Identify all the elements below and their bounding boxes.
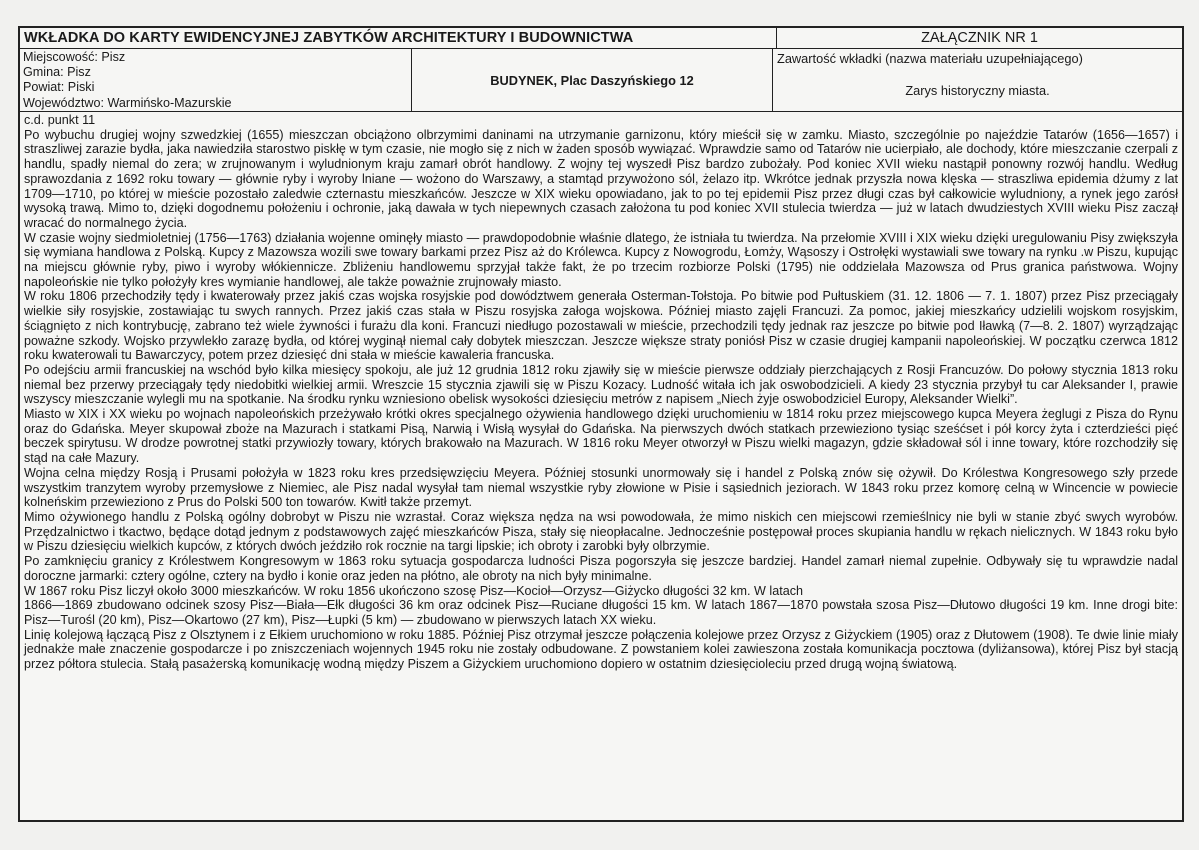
paragraph: W 1867 roku Pisz liczył około 3000 mieszkańców. W roku 1856 ukończono szosę Pisz—Kocioł—Orzysz—Giżycko długości 32 km. W latach [24,583,804,598]
county: Powiat: Piski [23,80,95,95]
province: Województwo: Warmińsko-Mazurskie [23,95,232,110]
contents-block [773,49,1182,111]
paragraph: Miasto w XIX i XX wieku po wojnach napoleońskich przeżywało krótki okres specjalnego ożywienia handlowego dzięki uruchomieniu w 1814 roku przez miejscowego kupca Meyera żeglugi z Pisza do Rynu oraz do Gdańska. Meyer skupował zboże na Mazurach i statkami Pisą, Narwią i Wisłą wysyłał do Gdańska. Na pierwszych dwóch statkach przewieziono tysiąc sześćset i pół korcy żyta i czterdzieści pięć beczek spirytusu. W drodze powrotnej statki przywiozły towary, których brakowało na Mazurach. W 1816 roku Meyer otworzył w Piszu wielki magazyn, gdzie składował sól i inne towary, które rozchodziły się stąd na całe Mazury. [24,407,1178,466]
contents-value: Zarys historyczny miasta. [905,83,1050,98]
record-card [18,26,1184,822]
paragraph: Po zamknięciu granicy z Królestwem Kongresowym w 1863 roku sytuacja gospodarcza ludności Pisza pogorszyła się jeszcze bardziej. Handel zamarł niemal zupełnie. Odbywały się tu wprawdzie nadal doroczne jarmarki: cztery ogólne, cztery na bydło i konie oraz jeden na płótno, ale obroty na nich były minimalne. [24,554,1178,583]
commune: Gmina: Pisz [23,65,91,80]
building-name: BUDYNEK, Plac Daszyńskiego 12 [412,49,773,111]
paragraph: Linię kolejową łączącą Pisz z Olsztynem i z Ełkiem uruchomiono w roku 1885. Później Pisz otrzymał jeszcze połączenia kolejowe przez Orzysz z Giżyckiem (1905) oraz z Dłutowem (1908). Te dwie linie miały jednakże małe znaczenie gospodarcze i po zniszczeniach wojennych 1945 roku nie zostały odbudowane. Z powstaniem kolei zawieszona została komunikacja pocztowa (dyliżansowa), której Pisz był stacją przez półtora stulecia. Stałą pasażerską komunikację wodną między Piszem a Giżyckiem uruchomiono dopiero w ostatnim dziesięcioleciu przed drugą wojną światową. [24,627,1178,672]
locality: Miejscowość: Pisz [23,50,126,64]
paragraph: Po odejściu armii francuskiej na wschód było kilka miesięcy spokoju, ale już 12 grudnia 1812 roku zjawiły się w mieście pierwsze oddziały pierzchających z Rosji Francuzów. Do połowy stycznia 1813 roku niemal bez przerwy przeciągały tędy niedobitki wielkiej armii. Wreszcie 15 stycznia zjawili się w Piszu Kozacy. Ludność witała ich jak oswobodzicieli. A kiedy 23 stycznia przybył tu car Aleksander I, prawie wszyscy mieszczanie wylegli mu na spotkanie. Na środku rynku wzniesiono obelisk wysokości dziesięciu metrów z napisem „Niech żyje oswobodziciel Europy, Aleksander Wielki”. [24,362,1178,407]
paragraph: 1866—1869 zbudowano odcinek szosy Pisz—Biała—Ełk długości 36 km oraz odcinek Pisz—Ruciane długości 15 km. W latach 1867—1870 powstała szosa Pisz—Dłutowo długości 19 km. Inne drogi bite: Pisz—Turośl (20 km), Pisz—Okartowo (27 km), Pisz—Łupki (5 km) — zbudowano w pierwszych latach XX wieku. [24,598,1178,627]
title-row [20,28,1182,49]
header-row [20,49,1182,112]
paragraph: W roku 1806 przechodziły tędy i kwaterowały przez jakiś czas wojska rosyjskie pod dowództwem generała Osterman-Tołstoja. Po bitwie pod Pułtuskiem (31. 12. 1806 — 7. 1. 1807) przez Pisz przeciągały wielkie siły rosyjskie, zostawiając tu swych rannych. Przez jakiś czas stała w Piszu rosyjska załoga wojskowa. Później miasto zajęli Francuzi. Za pomoc, jakiej mieszkańcy udzielili wojskom rosyjskim, ściągnięto z nich kontrybucję, zabrano też wiele żywności i furażu dla koni. Francuzi niedługo pozostawali w mieście, przechodzili tędy jednak raz jeszcze po bitwie pod Iławką (7—8. 2. 1807) wyrządzając poważne szkody. Wojsko przywlekło zarazę bydła, od której wyginął niemal cały dobytek mieszczan. Jeszcze większe straty poniósł Pisz w czasie drugiej kampanii napoleońskiej. W początku czerwca 1812 roku kwaterowali tu Bawarczycy, potem przez dziesięć dni stała w mieście kawaleria francuska. [24,289,1178,363]
section-label: c.d. punkt 11 [24,113,96,127]
paragraph: Po wybuchu drugiej wojny szwedzkiej (1655) mieszczan obciążono olbrzymimi daninami na utrzymanie garnizonu, który mieścił się w zamku. Miasto, szczególnie po najeździe Tatarów (1656—1657) i straszliwej zarazie bydła, jaka nawiedziła starostwo piskłę w tym czasie, nie mogło się z nich w żaden sposób wywiązać. Wprawdzie samo od Tatarów nie ucierpiało, ale dochody, które mieszczanie czerpali z handlu, spadły niemal do zera; w zrujnowanym i wyludnionym kraju zamarł obrót handlowy. Z wojny tej wyszedł Pisz bardzo zubożały. Pod koniec XVII wieku nastąpił ponowny rozwój handlu. Według sprawozdania z 1692 roku towary — głównie ryby i wyroby lniane — wożono do Warszawy, a stamtąd przywożono sól, żelazo itp. Wkrótce jednak przyszła nowa klęska — straszliwa epidemia dżumy z lat 1709—1710, po której w mieście pozostało zaledwie czternastu mieszkańców. Jeszcze w XIX wieku opowiadano, jak to po tej epidemii Pisz przez długi czas był całkowicie wyludniony, a rynek jego zarósł wysoką trawą. Mimo to, dzięki dogodnemu położeniu i ochronie, jaką dawała w tych niepewnych czasach założona tu pod koniec XVII stulecia twierdza — już w latach dwudziestych XVIII wieku Pisz zaczął wracać do normalnego życia. [24,127,1178,230]
attachment-number: ZAŁĄCZNIK NR 1 [921,30,1038,46]
paragraph: Wojna celna między Rosją i Prusami położyła w 1823 roku kres przedsięwzięciu Meyera. Później stosunki unormowały się i handel z Polską znów się ożywił. Do Królestwa Kongresowego szły przede wszystkim tranzytem wyroby przemysłowe z Niemiec, ale Pisz nadal wysyłał tam niemal wszystkie ryby złowione w Pisie i sąsiednich jeziorach. W 1843 roku przez komorę celną w Wincencie w powiecie kolneńskim przewieziono z Prus do Polski 500 ton towarów. Kwitł także przemyt. [24,465,1178,510]
document-title: WKŁADKA DO KARTY EWIDENCYJNEJ ZABYTKÓW ARCHITEKTURY I BUDOWNICTWA [20,28,777,48]
paragraph: Mimo ożywionego handlu z Polską ogólny dobrobyt w Piszu nie wzrastał. Coraz większa nędza na wsi powodowała, że mimo niskich cen miejscowi rzemieślnicy nie byli w stanie zbyć swych wyrobów. Przędzalnictwo i tkactwo, będące dotąd jednym z podstawowych zajęć mieszkańców Pisza, stały się nieopłacalne. Jednocześnie postępował proces skupiania handlu w rękach nielicznych. W 1843 roku było w Piszu dziesięciu wielkich kupców, z których dwóch jeździło rok rocznie na targi lipskie; ich obroty i zarobki były olbrzymie. [24,509,1178,554]
paragraph: W czasie wojny siedmioletniej (1756—1763) działania wojenne ominęły miasto — prawdopodobnie właśnie dlatego, że istniała tu twierdza. Na przełomie XVIII i XIX wieku dzięki uregulowaniu Pisy zwiększyła się wymiana handlowa z Polską. Kupcy z Mazowsza wozili swe towary barkami przez Pisz aż do Królewca. Kupcy z Nowogrodu, Łomży, Wąsoszy i Ostrołęki wystawiali swe towary na rynku .w Piszu, kupując na miejscu głównie ryby, piwo i wyroby włókiennicze. Zbliżeniu handlowemu sprzyjał także fakt, że po trzecim rozbiorze Polski (1795) nie oddzielała Mazowsza od Prus granica państwowa. Wojny napoleońskie nie tylko położyły kres wymianie handlowej, ale także poważnie zrujnowały miasto. [24,230,1178,289]
contents-label: Zawartość wkładki (nazwa materiału uzupełniającego) [777,51,1083,66]
document-body [20,112,1182,672]
location-block [20,49,412,111]
